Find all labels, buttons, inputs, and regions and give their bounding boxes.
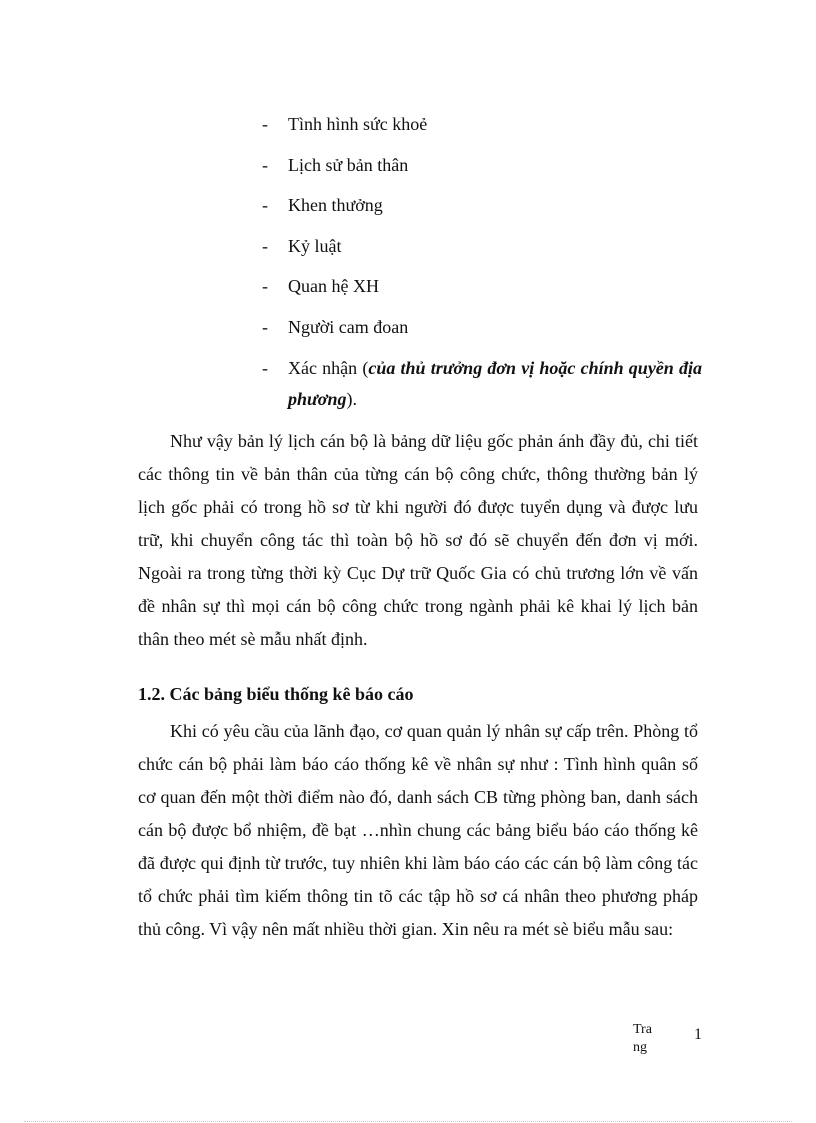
list-item-text: Người cam đoan [288,316,409,337]
bullet-dash: - [262,357,268,378]
body-paragraph-1: Như vậy bản lý lịch cán bộ là bảng dữ liệu gốc phản ánh đầy đủ, chi tiết các thông tin về bản thân của từng cán bộ công chức, thông thường bản lý lịch gốc phải có trong hồ sơ từ khi người đó được tuyển dụng và được lưu trữ, khi chuyển công tác thì toàn bộ hồ sơ đó sẽ chuyển đến đơn vị mới. Ngoài ra trong từng thời kỳ Cục Dự trữ Quốc Gia có chủ trương lớn về vấn đề nhân sự thì mọi cán bộ công chức trong ngành phải kê khai lý lịch bản thân theo mét sè mẫu nhất định. [138,431,698,649]
bullet-dash: - [262,276,268,297]
bullet-dash: - [262,114,268,134]
list-item [262,190,702,220]
list-item [262,150,702,180]
confirmation-suffix: ). [346,388,357,409]
confirmation-emphasis: của thủ trưởng đơn vị hoặc chính quyền địa phương [288,357,702,409]
bullet-dash: - [262,154,268,175]
footer-page-number: 1 [694,1026,702,1043]
list-item [262,271,702,301]
body-paragraph-2: Khi có yêu cầu của lãnh đạo, cơ quan quản lý nhân sự cấp trên. Phòng tổ chức cán bộ phải làm báo cáo thống kê về nhân sự như : Tình hình quân số cơ quan đến một thời điểm nào đó, danh sách CB từng phòng ban, danh sách cán bộ được bổ nhiệm, đề bạt …nhìn chung các bảng biểu báo cáo thống kê đã được qui định từ trước, tuy nhiên khi làm báo cáo các cán bộ làm công tác tổ chức phải tìm kiếm thông tin tõ các tập hồ sơ cá nhân theo phương pháp thủ công. Vì vậy nên mất nhiều thời gian. Xin nêu ra mét sè biểu mẫu sau: [138,721,698,939]
list-item-text: Kỷ luật [288,235,342,256]
bullet-list [262,109,702,425]
footer-page-label: Trang [633,1022,652,1055]
list-item [262,231,702,261]
bullet-dash: - [262,235,268,256]
confirmation-prefix: Xác nhận ( [288,357,369,378]
page-bottom-divider [24,1121,792,1122]
section-heading: 1.2. Các bảng biểu thống kê báo cáo [138,684,414,704]
list-item-text: Tình hình sức khoẻ [288,114,428,134]
bullet-dash: - [262,316,268,337]
list-item [262,312,702,342]
list-item-confirmation [262,353,702,415]
list-item [262,109,702,139]
list-item-text: Lịch sử bản thân [288,154,409,175]
list-item-text: Quan hệ XH [288,276,379,297]
bullet-dash: - [262,195,268,216]
list-item-text: Khen thưởng [288,195,383,216]
